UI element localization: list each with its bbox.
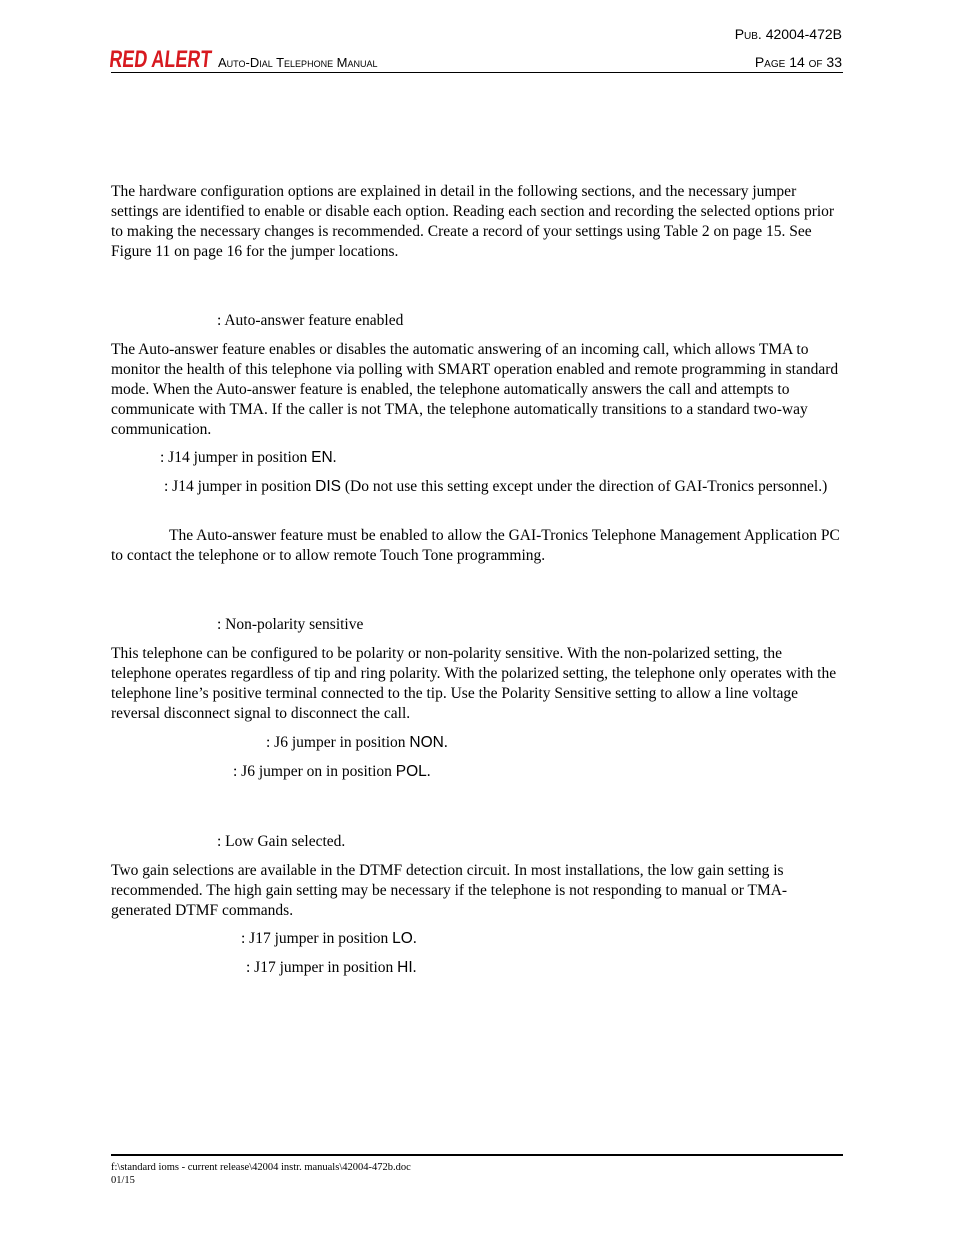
polarity-non-position: NON <box>409 734 444 751</box>
polarity-non-text: : J6 jumper in position <box>266 734 410 751</box>
gain-lo-text: : J17 jumper in position <box>241 930 393 947</box>
auto-answer-enable-end: . <box>332 449 337 466</box>
red-alert-logo <box>108 45 248 73</box>
polarity-default: : Non-polarity sensitive <box>217 616 364 633</box>
gain-hi-position: HI <box>397 959 413 976</box>
auto-answer-disable-text: : J14 jumper in position <box>164 478 316 495</box>
polarity-non-end: . <box>443 734 448 751</box>
gain-hi-text: : J17 jumper in position <box>246 959 398 976</box>
footer-date: 01/15 <box>111 1175 135 1186</box>
polarity-body: This telephone can be configured to be polarity or non-polarity sensitive. With the non-polarized setting, the telephone operates regardless of tip and ring polarity. With the polarized setting, the telephone only operates with the telephone line’s positive terminal connected to the tip. Use the Polarity Sensitive setting to allow a line voltage reversal disconnect signal to disconnect the call. <box>111 645 837 722</box>
intro-paragraph: The hardware configuration options are explained in detail in the following sections, and the necessary jumper settings are identified to enable or disable each option. Reading each section and recording the selected options prior to making the necessary changes is recommended. Create a record of your settings using Table 2 on page 15. See Figure 11 on page 16 for the jumper locations. <box>111 183 835 260</box>
gain-lo-position: LO <box>392 930 413 947</box>
auto-answer-enable-text: : J14 jumper in position <box>160 449 312 466</box>
auto-answer-body: The Auto-answer feature enables or disables the automatic answering of an incoming call, which allows TMA to monitor the health of this telephone via polling with SMART operation enabled and remote programming in standard mode. When the Auto-answer feature is enabled, the telephone automatically answers the call and attempts to communicate with TMA. If the caller is not TMA, the telephone automatically transitions to a standard two-way communication. <box>111 341 839 438</box>
gain-lo-line <box>241 929 417 949</box>
footer-file-path: f:\standard ioms - current release\42004 instr. manuals\42004-472b.doc <box>111 1162 411 1173</box>
gain-default: : Low Gain selected. <box>217 833 346 850</box>
auto-answer-disable-line <box>111 477 841 497</box>
gain-body: Two gain selections are available in the DTMF detection circuit. In most installations, the low gain setting is recommended. The high gain setting may be necessary if the telephone is not responding to manual or TMA-generated DTMF commands. <box>111 862 788 919</box>
polarity-pol-end: . <box>426 763 431 780</box>
gain-hi-end: . <box>412 959 417 976</box>
gain-lo-end: . <box>412 930 417 947</box>
polarity-pol-text: : J6 jumper on in position <box>233 763 396 780</box>
auto-answer-disable-position: DIS <box>315 478 341 495</box>
auto-answer-enable-line <box>160 448 337 468</box>
auto-answer-note: The Auto-answer feature must be enabled to allow the GAI-Tronics Telephone Management Application PC to contact the telephone or to allow remote Touch Tone programming. <box>111 527 840 564</box>
header-rule <box>111 72 843 73</box>
polarity-pol-position: POL <box>395 763 427 780</box>
document-title: Auto-Dial Telephone Manual <box>218 55 378 70</box>
polarity-non-line <box>266 733 448 753</box>
logo-text: RED ALERT <box>108 46 248 73</box>
auto-answer-disable-rest: (Do not use this setting except under the direction of GAI-Tronics personnel.) <box>340 478 828 495</box>
polarity-pol-line <box>233 762 431 782</box>
page-number: Page 14 of 33 <box>754 54 842 70</box>
footer-rule <box>111 1154 843 1156</box>
gain-hi-line <box>246 958 417 978</box>
auto-answer-enable-position: EN <box>311 449 333 466</box>
publication-number: Pub. 42004-472B <box>734 26 842 42</box>
auto-answer-default: : Auto-answer feature enabled <box>217 312 404 329</box>
